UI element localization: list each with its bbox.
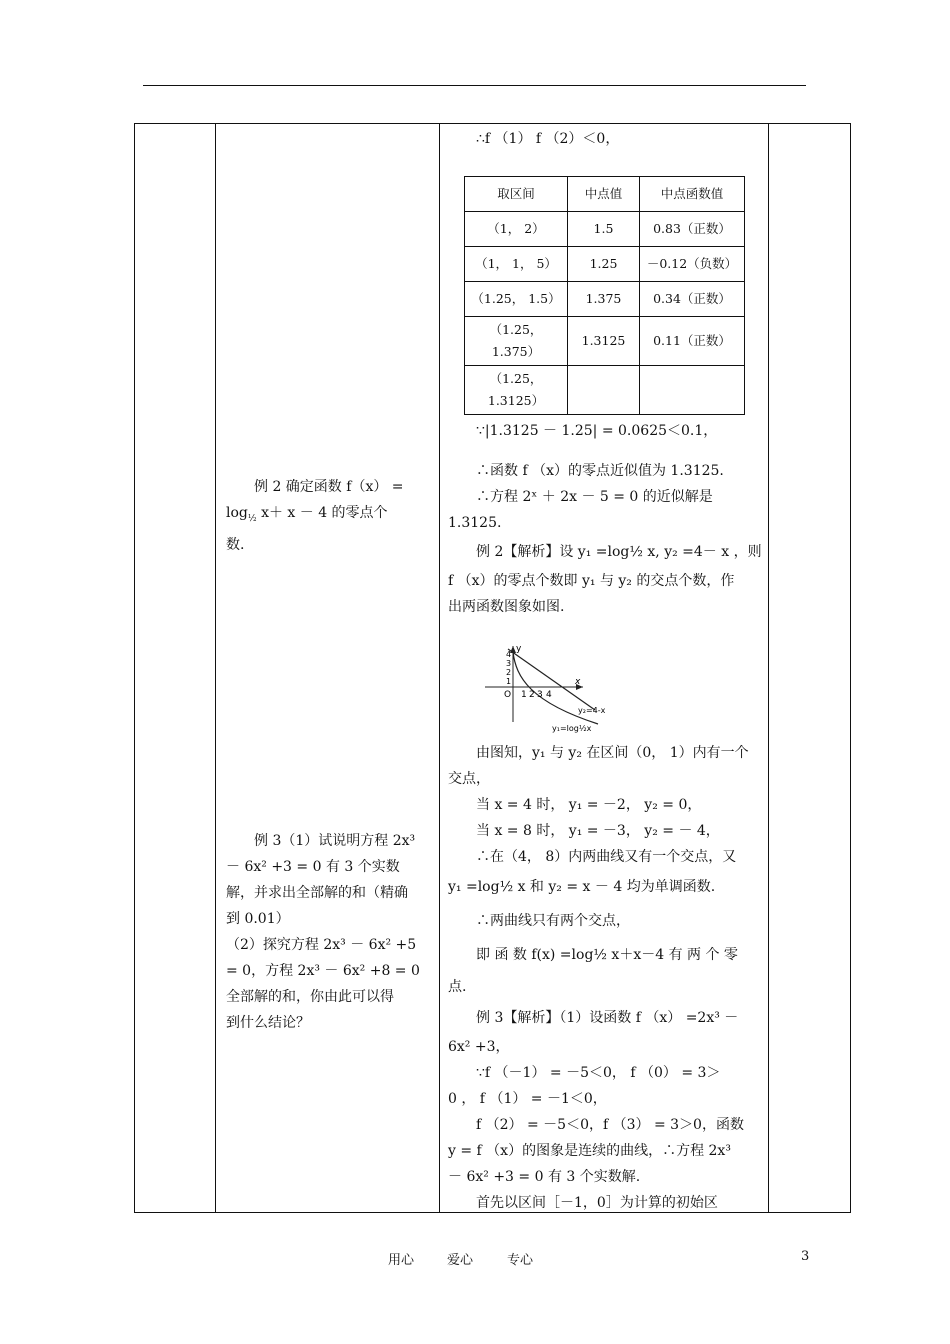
solution-line: 交点， [448, 771, 490, 787]
lesson-table [134, 123, 851, 1213]
bisection-table [464, 176, 745, 415]
table-cell: 1.25 [568, 247, 640, 282]
table-cell: 0.11（正数） [640, 317, 745, 366]
solution-line: y = f （x）的图象是连续的曲线，∴方程 2x³ [448, 1143, 731, 1159]
line-y2 [508, 649, 595, 710]
example3-line: 解，并求出全部解的和（精确 [226, 885, 408, 901]
table-header: 中点函数值 [640, 177, 745, 212]
right-block-a [448, 418, 768, 620]
solution-line: ∴方程 2ˣ ＋ 2x － 5 = 0 的近似解是 [476, 489, 713, 505]
table-row [465, 212, 745, 247]
example3-line: 到 0.01） [226, 911, 290, 927]
example2-line: 数. [226, 536, 245, 553]
conclusion-line: ∴f （1） f （2）＜0， [476, 131, 620, 147]
table-cell [640, 366, 745, 415]
solution-line: 当 x = 8 时， y₁ = －3， y₂ = － 4， [476, 823, 720, 839]
table-cell: （1， 1， 5） [465, 247, 568, 282]
solution-line: y₁ =log½ x 和 y₂ = x － 4 均为单调函数. [448, 879, 716, 895]
page-number: 3 [801, 1249, 810, 1264]
example3-line: － 6x² +3 = 0 有 3 个实数 [226, 859, 400, 875]
right-line1 [448, 126, 768, 152]
solution-line: 例 3【解析】（1）设函数 f （x） =2x³ － [476, 1010, 739, 1026]
example2-text: x＋ x － 4 的零点个 [261, 505, 388, 521]
example3-line: = 0，方程 2x³ － 6x² +8 = 0 [226, 963, 420, 979]
graph-label: y₂=4-x [578, 706, 606, 715]
footer-text: 用心 [388, 1253, 415, 1268]
table-row [465, 282, 745, 317]
column-divider-1 [215, 124, 216, 1212]
table-header: 取区间 [465, 177, 568, 212]
right-block-b [448, 740, 768, 1216]
column-divider-2 [439, 124, 440, 1212]
column-divider-3 [768, 124, 769, 1212]
table-cell: （1， 2） [465, 212, 568, 247]
function-graph [480, 642, 620, 734]
footer-text: 专心 [507, 1253, 534, 1268]
table-cell: 0.34（正数） [640, 282, 745, 317]
table-cell: 1.5 [568, 212, 640, 247]
example3-prompt [226, 828, 438, 1036]
table-cell: 1.3125 [568, 317, 640, 366]
spacer [448, 444, 768, 458]
log-text: log [226, 505, 248, 521]
solution-line: ∴两曲线只有两个交点， [476, 913, 630, 929]
example2-line: $\log_{\frac{1}{2}} x+ x - 4$ 的零点个 [226, 505, 388, 524]
solution-line: 当 x = 4 时， y₁ = －2， y₂ = 0， [476, 797, 702, 813]
table-row [465, 366, 745, 415]
table-cell: －0.12（负数） [640, 247, 745, 282]
solution-line: － 6x² +3 = 0 有 3 个实数解. [448, 1169, 641, 1185]
solution-line: 首先以区间［－1，0］为计算的初始区 [476, 1195, 718, 1211]
solution-line: ∴在（4， 8）内两曲线又有一个交点，又 [476, 849, 737, 865]
graph-label: x [575, 677, 581, 687]
table-cell: 0.83（正数） [640, 212, 745, 247]
example3-line: 到什么结论？ [226, 1015, 310, 1031]
solution-line: 点. [448, 979, 467, 995]
graph-label: 2 [506, 668, 512, 677]
example2-prompt [226, 474, 438, 558]
solution-line: 例 2【解析】设 y₁ =log½ x, y₂ =4－ x ，则 [476, 544, 762, 560]
graph-label: y₁=log½x [552, 724, 592, 733]
example2-line: 例 2 确定函数 f（x） = [254, 479, 404, 495]
solution-line: f （2） = －5＜0，f （3） = 3＞0，函数 [476, 1117, 744, 1133]
table-row [465, 317, 745, 366]
solution-line: 0 ， f （1） = －1＜0， [448, 1091, 607, 1107]
solution-line: ∵|1.3125 － 1.25| = 0.0625＜0.1， [476, 423, 718, 439]
table-cell [568, 366, 640, 415]
graph-label: 4 [506, 650, 512, 659]
graph-label: 3 [537, 690, 543, 700]
graph-label: 1 [521, 690, 527, 700]
solution-line: 6x² +3， [448, 1039, 510, 1055]
solution-line: 出两函数图象如图. [448, 599, 565, 615]
header-rule [143, 85, 806, 86]
graph-label: 4 [546, 690, 552, 700]
graph-label: 1 [506, 677, 512, 686]
table-cell: （1.25， 1.3125） [465, 366, 568, 415]
solution-line: 1.3125. [448, 515, 502, 531]
table-header: 中点值 [568, 177, 640, 212]
solution-line: 由图知，y₁ 与 y₂ 在区间（0， 1）内有一个 [476, 745, 749, 761]
graph-label: y [516, 644, 522, 654]
graph-label: 3 [506, 659, 512, 668]
table-cell: 1.375 [568, 282, 640, 317]
graph-label: 2 [529, 690, 535, 700]
footer-text: 爱心 [447, 1253, 474, 1268]
example3-line: （2）探究方程 2x³ － 6x² +5 [226, 937, 417, 953]
table-row [465, 247, 745, 282]
example3-line: 例 3（1）试说明方程 2x³ [254, 833, 416, 849]
table-header-row [465, 177, 745, 212]
solution-line: f （x）的零点个数即 y₁ 与 y₂ 的交点个数，作 [448, 573, 735, 589]
example3-line: 全部解的和，你由此可以得 [226, 989, 394, 1005]
solution-line: 即 函 数 f(x) =log½ x＋x－4 有 两 个 零 [476, 947, 738, 963]
table-cell: （1.25， 1.5） [465, 282, 568, 317]
solution-line: ∵f （－1） = －5＜0， f （0） = 3＞ [476, 1065, 721, 1081]
graph-label: O [504, 690, 512, 700]
solution-line: ∴函数 f （x）的零点近似值为 1.3125. [476, 463, 724, 479]
table-cell: （1.25， 1.375） [465, 317, 568, 366]
